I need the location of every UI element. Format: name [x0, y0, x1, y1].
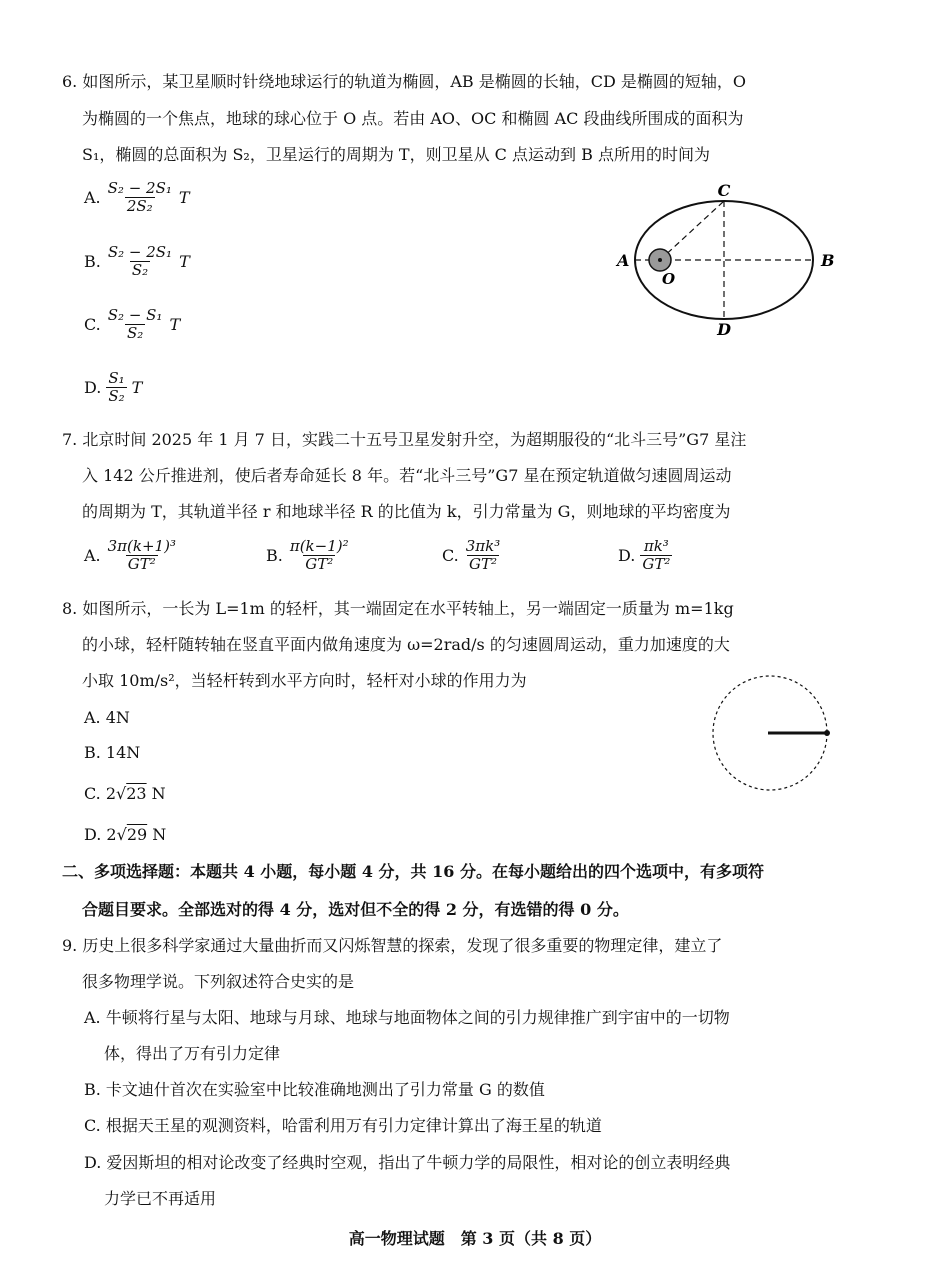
q7-option-b-numerator: π(k−1)²: [289, 537, 349, 555]
q8-option-c-radicand: 23: [126, 784, 147, 803]
q8-option-c: [84, 782, 166, 806]
q8-option-c-unit: N: [146, 784, 166, 803]
q9-option-d-line-2: 力学已不再适用: [104, 1189, 217, 1208]
q6-option-b-numerator: S₂ − 2S₁: [107, 243, 173, 261]
q6-option-a-suffix: T: [178, 188, 190, 208]
q9-option-a-line-2: 体，得出了万有引力定律: [104, 1044, 281, 1063]
q9-option-a-line-1: A. 牛顿将行星与太阳、地球与月球、地球与地面物体之间的引力规律推广到宇宙中的一切物: [84, 1008, 730, 1027]
ball-icon: [824, 730, 830, 736]
q6-orbit-figure: [605, 178, 845, 338]
q6-option-b-suffix: T: [179, 252, 190, 272]
q8-option-d-radicand: 29: [126, 825, 148, 844]
q6-stem-line-1: 6. 如图所示，某卫星顺时针绕地球运行的轨道为椭圆，AB 是椭圆的长轴，CD 是椭圆的短轴，O: [62, 72, 747, 91]
sqrt-icon: √: [116, 825, 127, 844]
q7-option-d-denominator: GT²: [642, 555, 671, 574]
q7-option-c-denominator: GT²: [469, 555, 498, 574]
q6-option-d: [84, 370, 142, 406]
q7-option-d-label: D.: [618, 546, 636, 566]
label-b: B: [821, 251, 835, 270]
section-2-heading-line-1: 二、多项选择题：本题共 4 小题，每小题 4 分，共 16 分。在每小题给出的四个选项中，有多项符: [62, 862, 764, 881]
q9-option-d-line-1: D. 爱因斯坦的相对论改变了经典时空观，指出了牛顿力学的局限性，相对论的创立表明经典: [84, 1153, 731, 1172]
q6-option-b-label: B.: [84, 252, 101, 272]
q6-option-b: [84, 244, 190, 280]
q6-option-d-suffix: T: [131, 378, 143, 398]
q6-option-d-label: D.: [84, 378, 102, 398]
q8-option-d: [84, 823, 166, 847]
q9-option-c: C. 根据天王星的观测资料，哈雷利用万有引力定律计算出了海王星的轨道: [84, 1116, 602, 1135]
q6-option-a-numerator: S₂ − 2S₁: [107, 179, 172, 197]
q7-option-b: [266, 538, 354, 574]
q7-option-a-label: A.: [84, 546, 101, 566]
q8-option-d-unit: N: [147, 825, 167, 844]
q6-option-d-denominator: S₂: [108, 387, 125, 406]
q7-option-a-denominator: GT²: [127, 555, 156, 574]
label-a: A: [617, 251, 630, 270]
q7-option-c-numerator: 3πk³: [465, 537, 501, 555]
q7-option-d-numerator: πk³: [643, 537, 669, 555]
q8-option-b: B. 14N: [84, 743, 141, 762]
label-c: C: [717, 181, 731, 200]
q6-stem-line-2: 为椭圆的一个焦点，地球的球心位于 O 点。若由 AO、OC 和椭圆 AC 段曲线所围成的面积为: [82, 109, 744, 128]
q6-stem-line-3: S₁，椭圆的总面积为 S₂，卫星运行的周期为 T，则卫星从 C 点运动到 B 点所用的时间为: [82, 145, 710, 164]
q7-stem-line-1: 7. 北京时间 2025 年 1 月 7 日，实践二十五号卫星发射升空，为超期服役的“北斗三号”G7 星注: [62, 430, 747, 449]
focus-point-o: [658, 258, 662, 262]
q6-option-c-label: C.: [84, 315, 101, 335]
q6-option-b-denominator: S₂: [131, 261, 149, 280]
label-d: D: [717, 320, 731, 338]
q6-option-a: [84, 180, 190, 216]
segment-oc: [660, 201, 724, 260]
q6-option-a-denominator: 2S₂: [126, 197, 153, 216]
q8-stem-line-1: 8. 如图所示，一长为 L=1m 的轻杆，其一端固定在水平转轴上，另一端固定一质量为 m=1kg: [62, 599, 734, 618]
q8-stem-line-3: 小取 10m/s²，当轻杆转到水平方向时，轻杆对小球的作用力为: [82, 671, 527, 690]
q6-option-c-numerator: S₂ − S₁: [107, 306, 163, 324]
q7-option-c: [442, 538, 505, 574]
q8-option-d-prefix: D. 2: [84, 825, 117, 844]
q6-option-d-numerator: S₁: [108, 369, 125, 387]
q9-option-b: B. 卡文迪什首次在实验室中比较准确地测出了引力常量 G 的数值: [84, 1080, 545, 1099]
page-footer: 高一物理试题 第 3 页（共 8 页）: [348, 1229, 602, 1248]
q8-stem-line-2: 的小球，轻杆随转轴在竖直平面内做角速度为 ω=2rad/s 的匀速圆周运动，重力加速度的大: [82, 635, 730, 654]
q7-option-d: [618, 538, 675, 574]
q6-option-a-label: A.: [84, 188, 101, 208]
q7-stem-line-2: 入 142 公斤推进剂，使后者寿命延长 8 年。若“北斗三号”G7 星在预定轨道做匀速圆周运动: [82, 466, 732, 485]
q8-option-c-prefix: C. 2: [84, 784, 117, 803]
q8-option-a: A. 4N: [84, 708, 130, 727]
q9-stem-line-2: 很多物理学说。下列叙述符合史实的是: [82, 972, 355, 991]
q7-option-b-denominator: GT²: [305, 555, 334, 574]
q7-option-a-numerator: 3π(k+1)³: [107, 537, 176, 555]
q6-option-c-suffix: T: [169, 315, 181, 335]
sqrt-icon: √: [116, 784, 127, 803]
q6-option-c-denominator: S₂: [126, 324, 144, 343]
q9-stem-line-1: 9. 历史上很多科学家通过大量曲折而又闪烁智慧的探索，发现了很多重要的物理定律，建立了: [62, 936, 723, 955]
label-o: O: [662, 270, 676, 288]
q6-option-c: [84, 307, 180, 343]
q7-option-b-label: B.: [266, 546, 283, 566]
q7-option-c-label: C.: [442, 546, 459, 566]
section-2-heading-line-2: 合题目要求。全部选对的得 4 分，选对但不全的得 2 分，有选错的得 0 分。: [82, 900, 629, 919]
q7-option-a: [84, 538, 181, 574]
q7-stem-line-3: 的周期为 T，其轨道半径 r 和地球半径 R 的比值为 k，引力常量为 G，则地球的平均密度为: [82, 502, 731, 521]
q8-rod-figure: [704, 668, 844, 800]
